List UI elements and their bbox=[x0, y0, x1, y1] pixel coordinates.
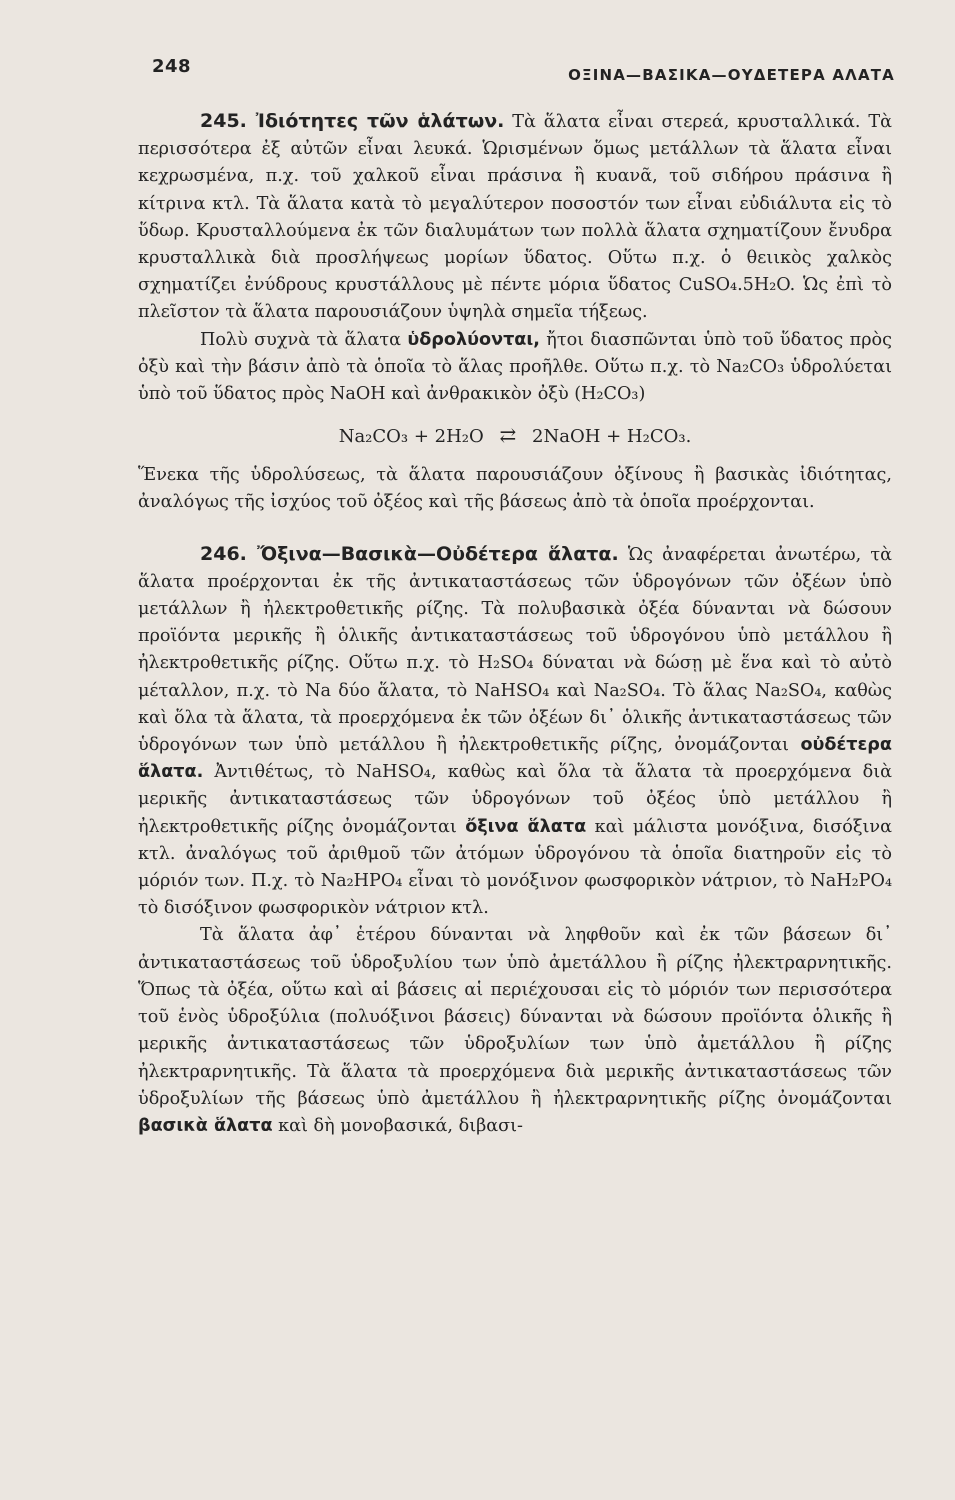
section-246-text-2a: Τὰ ἅλατα ἀφ᾽ ἑτέρου δύνανται νὰ ληφθοῦν καὶ ἐκ τῶν βάσεων δι᾽ ἀντικαταστάσεως τοῦ ὑδροξυλίου των ὑπὸ ἀμετάλλου ἢ ρίζης ἠλεκτραρνητικῆς. Ὅπως τὰ ὀξέα, οὕτω καὶ αἱ βάσεις αἱ περιέχουσαι εἰς τὸ μόριόν των περισσότερα τοῦ ἑνὸς ὑδροξύλια (πολυόξινοι βάσεις) δύνανται νὰ δώσουν προϊόντα ὁλικῆς ἢ μερικῆς ἀντικαταστάσεως τῶν ὑδροξυλίων των ὑπὸ ἀμετάλλου ἢ ρίζης ἠλεκτραρνητικῆς. Τὰ ἅλατα τὰ προερχόμενα διὰ μερικῆς ἀντικαταστάσεως τῶν ὑδροξυλίων τῆς βάσεως ὑπὸ ἀμετάλλου ἢ ἠλεκτραρνητικῆς ρίζης ὀνομάζονται bbox=[138, 925, 892, 1109]
running-head: ΟΞΙΝΑ—ΒΑΣΙΚΑ—ΟΥΔΕΤΕΡΑ ΑΛΑΤΑ bbox=[568, 66, 895, 84]
section-divider bbox=[138, 517, 892, 541]
section-246-text-1b: Ἀντιθέτως, τὸ NaHSO₄, καθὼς καὶ ὅλα τὰ ἅλατα τὰ προερχόμενα διὰ μερικῆς ἀντικαταστάσεως τῶν ὑδρογόνων τοῦ ὀξέος ὑπὸ μετάλλου ἢ ἠλεκτροθετικῆς ρίζης ὀνομάζονται bbox=[138, 762, 892, 837]
hydrolysis-term: ὑδρολύονται, bbox=[407, 329, 540, 350]
equilibrium-arrow-icon: ⇄ bbox=[499, 423, 517, 448]
acid-salts-term: ὄξινα ἅλατα bbox=[465, 816, 587, 837]
basic-salts-term: βασικὰ ἅλατα bbox=[138, 1115, 273, 1136]
section-245-heading: 245. Ἰδιότητες τῶν ἁλάτων. bbox=[200, 110, 505, 132]
section-245-paragraph-2 bbox=[138, 327, 892, 409]
body-text bbox=[138, 108, 892, 1140]
page-number: 248 bbox=[152, 56, 192, 77]
equation-right: 2NaOH + H₂CO₃. bbox=[532, 426, 692, 448]
section-246-text-2b: καὶ δὴ μονοβασικά, διβασι- bbox=[272, 1115, 523, 1136]
section-246-paragraph-2 bbox=[138, 922, 892, 1140]
section-246-heading: 246. Ὄξινα—Βασικὰ—Οὐδέτερα ἅλατα. bbox=[200, 542, 619, 565]
section-245-paragraph-1 bbox=[138, 108, 892, 327]
equation-left: Na₂CO₃ + 2H₂O bbox=[338, 426, 484, 448]
neutral-salts-term: οὐδέτερα ἅλατα. bbox=[138, 735, 892, 783]
section-245-text-2b: ἤτοι διασπῶνται ὑπὸ τοῦ ὕδατος πρὸς ὀξὺ καὶ τὴν βάσιν ἀπὸ τὰ ὁποῖα τὸ ἅλας προῆλθε. Οὕτω π.χ. τὸ Na₂CO₃ ὑδρολύεται ὑπὸ τοῦ ὕδατος πρὸς NaOH καὶ ἀνθρακικὸν ὀξὺ (H₂CO₃) bbox=[138, 329, 892, 405]
hydrolysis-equation bbox=[138, 420, 892, 452]
section-246-paragraph-1 bbox=[138, 541, 892, 923]
section-246-text-1c: καὶ μάλιστα μονόξινα, δισόξινα κτλ. ἀναλόγως τοῦ ἀριθμοῦ τῶν ἀτόμων ὑδρογόνου τὰ ὁποῖα διατηροῦν εἰς τὸ μόριόν των. Π.χ. τὸ Na₂HPO₄ εἶναι τὸ μονόξινον φωσφορικὸν νάτριον, τὸ NaH₂PO₄ τὸ δισόξινον φωσφορικὸν νάτριον κτλ. bbox=[138, 816, 892, 919]
section-246-text-1a: Ὡς ἀναφέρεται ἀνωτέρω, τὰ ἅλατα προέρχονται ἐκ τῆς ἀντικαταστάσεως τῶν ὑδρογόνων τῶν ὀξέων ὑπὸ μετάλλων ἢ ἠλεκτροθετικῆς ρίζης. Τὰ πολυβασικὰ ὀξέα δύνανται νὰ δώσουν προϊόντα μερικῆς ἢ ὁλικῆς ἀντικαταστάσεως τοῦ ὑδρογόνου ὑπὸ μετάλλου ἢ ἠλεκτροθετικῆς ρίζης. Οὕτω π.χ. τὸ H₂SO₄ δύναται νὰ δώσῃ μὲ ἕνα καὶ τὸ αὐτὸ μέταλλον, π.χ. τὸ Na δύο ἅλατα, τὸ NaHSO₄ καὶ Na₂SO₄. Τὸ ἅλας Na₂SO₄, καθὼς καὶ ὅλα τὰ ἅλατα, τὰ προερχόμενα ἐκ τῶν ὀξέων δι᾽ ὁλικῆς ἀντικαταστάσεως τῶν ὑδρογόνων των ὑπὸ μετάλλου ἢ ἠλεκτροθετικῆς ρίζης, ὀνομάζονται bbox=[138, 544, 892, 756]
section-245-paragraph-3: Ἕνεκα τῆς ὑδρολύσεως, τὰ ἅλατα παρουσιάζουν ὀξίνους ἢ βασικὰς ἰδιότητας, ἀναλόγως τῆς ἰσχύος τοῦ ὀξέος καὶ τῆς βάσεως ἀπὸ τὰ ὁποῖα προέρχονται. bbox=[138, 465, 892, 513]
section-245-text-2a: Πολὺ συχνὰ τὰ ἅλατα bbox=[200, 329, 408, 350]
section-245-text-1: Τὰ ἅλατα εἶναι στερεά, κρυσταλλικά. Τὰ περισσότερα ἐξ αὐτῶν εἶναι λευκά. Ὡρισμένων ὅμως μετάλλων τὰ ἅλατα εἶναι κεχρωσμένα, π.χ. τοῦ χαλκοῦ εἶναι πράσινα ἢ κυανᾶ, τοῦ σιδήρου πράσινα ἢ κίτρινα κτλ. Τὰ ἅλατα κατὰ τὸ μεγαλύτερον ποσοστόν των εἶναι εὐδιάλυτα εἰς τὸ ὕδωρ. Κρυσταλλούμενα ἐκ τῶν διαλυμάτων των πολλὰ ἅλατα σχηματίζουν ἔνυδρα κρυσταλλικὰ διὰ προσλήψεως μορίων ὕδατος. Οὕτω π.χ. ὁ θειικὸς χαλκὸς σχηματίζει ἐνύδρους κρυστάλλους μὲ πέντε μόρια ὕδατος CuSO₄.5H₂O. Ὡς ἐπὶ τὸ πλεῖστον τὰ ἅλατα παρουσιάζουν ὑψηλὰ σημεῖα τήξεως. bbox=[138, 112, 892, 323]
